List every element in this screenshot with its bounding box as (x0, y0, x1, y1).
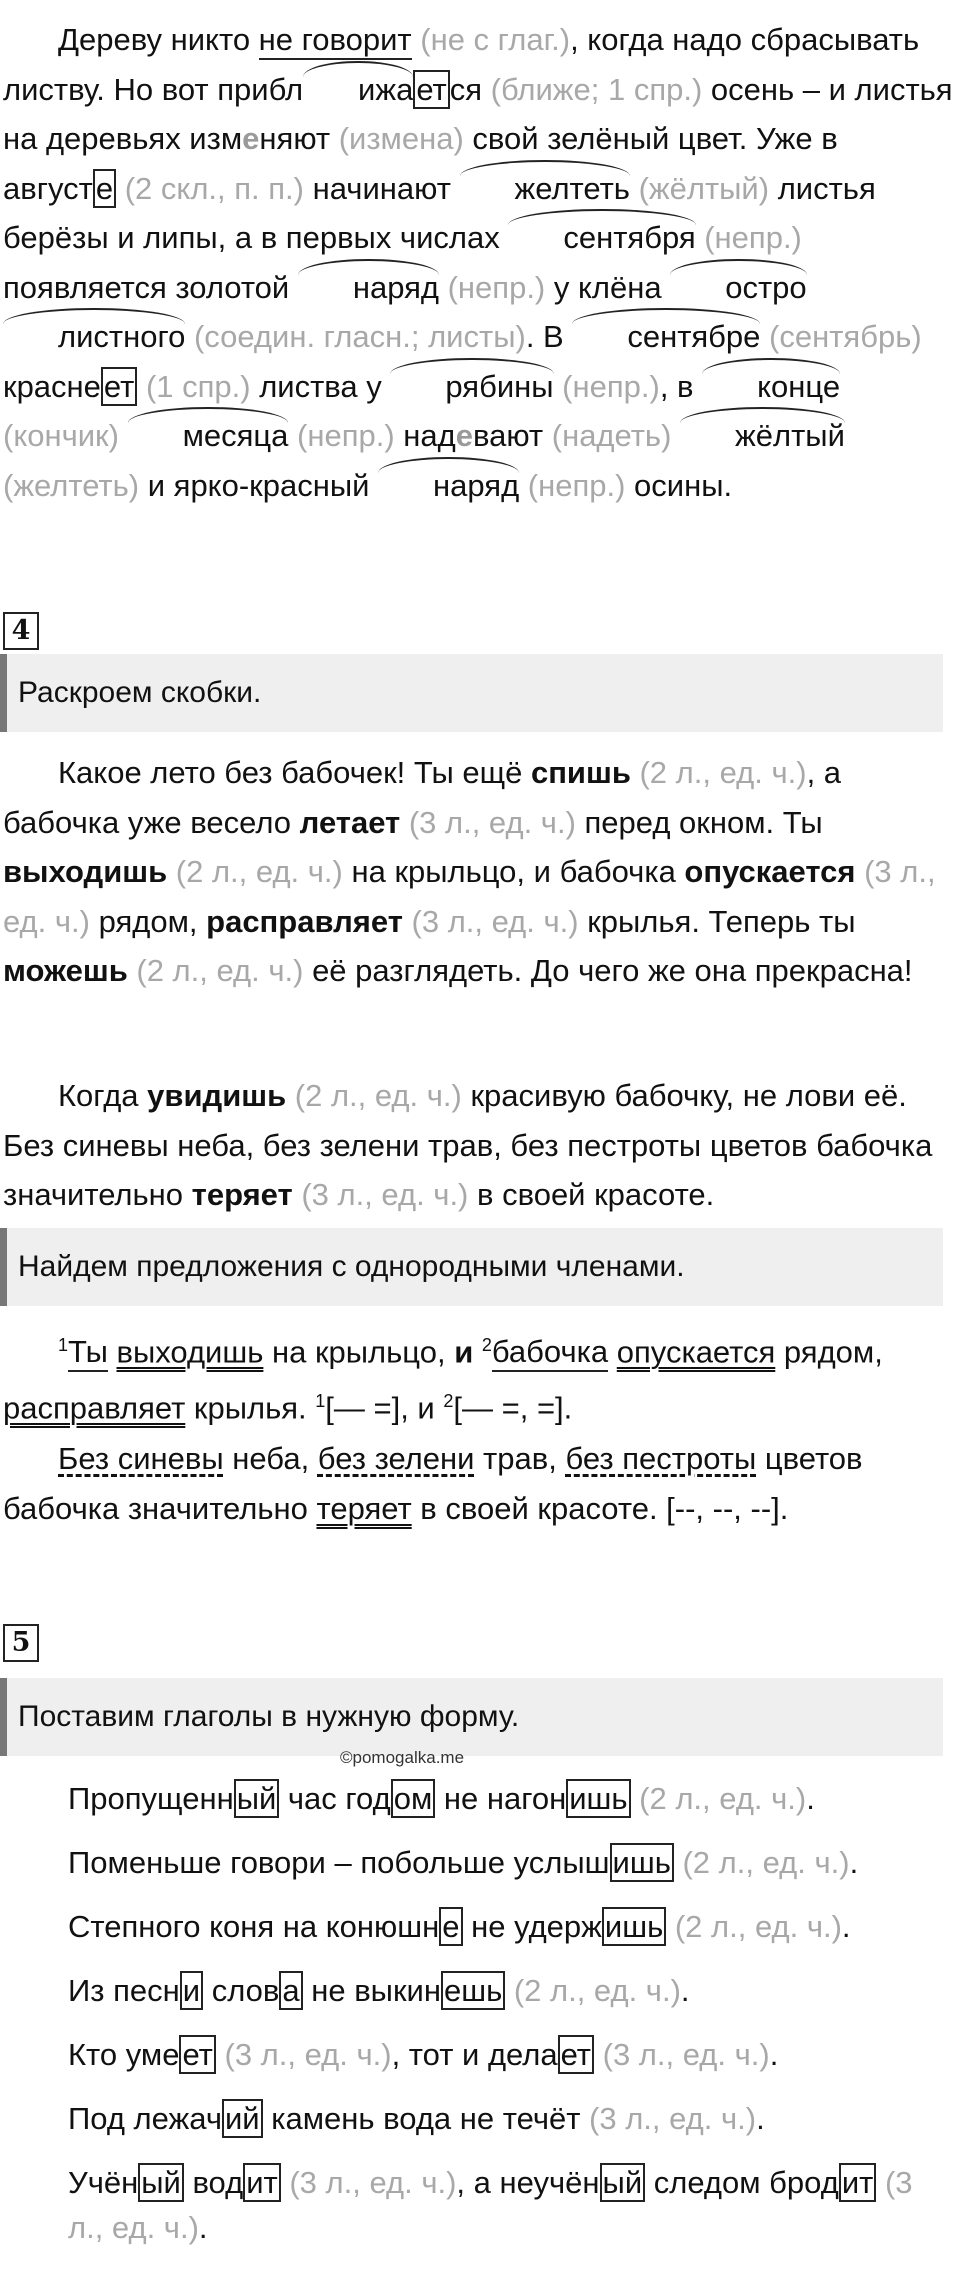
ending-box: ит (839, 2163, 877, 2202)
ending-box: ешь (441, 1971, 505, 2010)
gray-note: (ближе; 1 спр.) (490, 71, 703, 107)
text-run (108, 1334, 117, 1369)
text-run: рядом, (89, 903, 207, 939)
gray-note: (соедин. гласн.; листы) (185, 319, 526, 354)
highlight-letter: е (242, 121, 260, 156)
gray-note: (не с глаг.) (411, 22, 571, 57)
text-run: появляется золотой (3, 269, 298, 305)
ending-box: ит (243, 2163, 281, 2202)
root-arc: наряд (298, 263, 439, 313)
predicate-underline: опускается (616, 1334, 776, 1370)
proverb-item (68, 1776, 953, 1821)
gray-note: (3 л., ед. ч.) (400, 804, 576, 840)
sentence-index: 2 (443, 1390, 454, 1411)
text-run: Какое лето без бабочек! Ты ещё (58, 755, 531, 790)
ending-box: ый (138, 2163, 184, 2202)
gray-note: (2 л., ед. ч.) (673, 1845, 850, 1880)
sentence-index: 1 (58, 1335, 69, 1355)
bold-verb: увидишь (147, 1078, 287, 1113)
bold-verb: теряет (191, 1177, 293, 1212)
proverb-item (68, 2160, 953, 2250)
root-arc: наряд (378, 461, 519, 511)
butterfly-paragraph-1 (3, 748, 953, 996)
text-run: , а неучён (456, 2165, 600, 2200)
text-run: камень вода не течёт (262, 2101, 581, 2136)
bold-verb: выходишь (3, 854, 168, 889)
text-run (671, 418, 680, 453)
proverb-item (68, 1840, 953, 1885)
text-run: Дереву никто (58, 22, 259, 57)
text-run: ся (449, 71, 491, 107)
ending-box: ет (179, 2035, 215, 2074)
subject-underline: Ты (68, 1334, 108, 1372)
text-run: в своей красоте. [--, --, --]. (411, 1490, 789, 1526)
subject-underline: бабочка (492, 1334, 608, 1372)
gray-note: (2 скл., п. п.) (116, 170, 304, 206)
bold-verb: расправляет (206, 903, 403, 939)
modifier-underline: без пестроты (565, 1441, 757, 1476)
ending-box: и (180, 1971, 203, 2010)
sentence-index: 1 (315, 1390, 326, 1411)
ending-box: а (279, 1971, 302, 2010)
gray-note: (сентябрь) (760, 319, 922, 354)
bold-verb: летает (299, 804, 401, 840)
text-run: [— =], и (325, 1390, 444, 1426)
text-run: , когда надо сбрасывать листву. Но вот прибл (3, 22, 920, 107)
text-run (608, 1334, 617, 1369)
text-run: перед окном. Ты (575, 804, 823, 840)
gray-note: (3 л., ед. ч.) (402, 903, 579, 939)
predicate-underline: теряет (316, 1490, 412, 1526)
ending-box: ет (558, 2035, 594, 2074)
proverb-item (68, 1968, 953, 2013)
gray-note: (непр.) (553, 368, 660, 404)
text-run: Поменьше говори – побольше услыш (68, 1845, 610, 1880)
ending-box: ый (600, 2163, 646, 2202)
text-run (119, 418, 128, 453)
text-run: в своей красоте. (468, 1177, 715, 1212)
ending-box: ый (234, 1779, 280, 1818)
ending-box: ишь (602, 1907, 666, 1946)
root-arc: остро (670, 263, 806, 313)
text-run: не удерж (462, 1909, 602, 1944)
text-run: Учён (68, 2165, 139, 2200)
predicate-underline: выходишь (116, 1334, 264, 1370)
gray-note: (2 л., ед. ч.) (167, 854, 343, 889)
homogeneous-sentence-2 (3, 1434, 953, 1533)
text-run: . (680, 1973, 690, 2008)
text-run: на крыльцо, (263, 1334, 455, 1370)
text-run: . (756, 2101, 765, 2136)
text-run: . (198, 2210, 208, 2245)
ending-box: е (93, 169, 116, 208)
instruction-banner: Раскроем скобки. (0, 654, 943, 732)
gray-note: (3 л., ед. ч.) (594, 2037, 770, 2072)
autumn-paragraph (3, 15, 953, 510)
ending-box: ишь (566, 1779, 630, 1818)
instruction-banner: Поставим глаголы в нужную форму. (0, 1678, 943, 1756)
proverb-item (68, 2032, 953, 2077)
text-run: [— =, =]. (453, 1390, 573, 1426)
text-run: листья берёзы и липы, а в первых числах (3, 170, 876, 255)
gray-note: (1 спр.) (137, 368, 251, 404)
predicate-underline: расправляет (3, 1390, 186, 1426)
gray-note: (желтеть) (3, 467, 140, 503)
text-run: , в (659, 368, 703, 404)
butterfly-paragraph-2 (3, 1071, 953, 1220)
text-run: осины. (625, 467, 733, 503)
text-run: её разглядеть. До чего же она прекрасна! (303, 953, 913, 988)
gray-note: (3 л., ед. ч.) (3, 854, 936, 939)
highlight-letter: е (455, 418, 473, 453)
ending-box: ий (222, 2099, 263, 2138)
ending-box: ет (101, 367, 137, 406)
text-run: на крыльцо, и бабочка (342, 854, 685, 889)
sentence-index: 2 (481, 1335, 492, 1355)
gray-note: (непр.) (519, 467, 626, 503)
watermark: ©pomogalka.me (340, 1748, 465, 1767)
gray-note: (2 л., ед. ч.) (127, 953, 304, 988)
text-run: Когда (58, 1078, 148, 1113)
text-run: Из песн (68, 1973, 180, 2008)
text-run (473, 1334, 482, 1369)
gray-note: (3 л., ед. ч.) (280, 2165, 457, 2200)
text-run: . (769, 2037, 779, 2072)
gray-note: (2 л., ед. ч.) (630, 1781, 807, 1816)
gray-note: (непр.) (288, 418, 395, 453)
gray-note: (непр.) (695, 220, 802, 255)
gray-note: (непр.) (439, 269, 546, 305)
root-arc: желтеть (460, 164, 630, 214)
text-run: цветов бабочка значительно (3, 1441, 863, 1526)
modifier-underline: без зелени (317, 1441, 475, 1476)
text-run: неба, (223, 1441, 318, 1476)
ending-box: е (439, 1907, 462, 1946)
text-run: трав, (474, 1441, 566, 1476)
text-run: и ярко-красный (139, 467, 379, 503)
ending-box: ет (413, 70, 449, 109)
task-number-4: 4 (3, 612, 39, 650)
text-run: следом брод (645, 2165, 839, 2200)
text-run: красивую бабочку, не лови её. Без синевы неба, без зелени трав, без пестроты цветов бабочка значительно (3, 1078, 933, 1212)
text-run: над (394, 418, 456, 453)
instruction-banner: Найдем предложения с однородными членами. (0, 1228, 943, 1306)
gray-note: (надеть) (551, 418, 672, 453)
text-run: вают (473, 418, 552, 453)
text-run: осень – и листья на деревьях изм (3, 71, 953, 156)
text-run: не выкин (302, 1973, 441, 2008)
root-arc: рябины (390, 362, 553, 412)
root-arc: сентября (508, 213, 695, 263)
text-run: Кто уме (68, 2037, 180, 2072)
text-run: , тот и дела (391, 2037, 558, 2072)
text-run: крылья. (185, 1390, 316, 1426)
text-run: . (806, 1781, 815, 1816)
proverb-item (68, 1904, 953, 1949)
subject-underline: не говорит (259, 22, 412, 60)
root-arc: жёлтый (680, 411, 845, 461)
bold-verb: и (454, 1334, 474, 1370)
gray-note: (2 л., ед. ч.) (666, 1909, 842, 1944)
gray-note: (измена) (338, 121, 464, 156)
gray-note: (кончик) (3, 418, 119, 453)
gray-note: (2 л., ед. ч.) (630, 755, 807, 790)
text-run: не нагон (435, 1781, 567, 1816)
root-arc: сентябре (572, 312, 760, 362)
text-run: у клёна (545, 269, 671, 305)
text-run: Пропущенн (68, 1781, 234, 1816)
root-arc: листного (3, 312, 185, 362)
gray-note: (3 л., ед. ч.) (580, 2101, 757, 2136)
text-run: Под лежач (68, 2101, 222, 2136)
gray-note: (2 л., ед. ч.) (286, 1078, 462, 1113)
text-run: няют (259, 121, 339, 156)
modifier-underline: Без синевы (58, 1441, 224, 1476)
root-arc: ижа (303, 65, 413, 115)
text-run: вод (183, 2165, 244, 2200)
text-run: начинают (304, 170, 460, 206)
gray-note: (3 л., ед. ч.) (68, 2165, 913, 2245)
gray-note: (жёлтый) (629, 170, 770, 206)
ending-box: ом (391, 1779, 436, 1818)
gray-note: (3 л., ед. ч.) (292, 1177, 469, 1212)
gray-note: (3 л., ед. ч.) (215, 2037, 392, 2072)
root-arc: месяца (128, 411, 289, 461)
bold-verb: опускается (684, 854, 856, 889)
text-run: слов (203, 1973, 280, 2008)
proverb-item (68, 2096, 953, 2141)
text-run: , а бабочка уже весело (3, 755, 842, 840)
text-run: свой зелёный цвет. Уже в август (3, 121, 838, 206)
text-run: . В (525, 319, 573, 354)
text-run: листва у (250, 368, 391, 404)
text-run: час год (279, 1781, 391, 1816)
text-run: Степного коня на конюшн (68, 1909, 440, 1944)
homogeneous-sentence-1 (3, 1321, 953, 1433)
text-run: рядом, (775, 1334, 883, 1370)
gray-note: (2 л., ед. ч.) (505, 1973, 681, 2008)
task-number-5: 5 (3, 1624, 39, 1662)
text-run: . (849, 1845, 859, 1880)
text-run: . (841, 1909, 851, 1944)
ending-box: ишь (610, 1843, 674, 1882)
text-run: красне (3, 368, 101, 404)
root-arc: конце (702, 362, 840, 412)
bold-verb: можешь (3, 953, 128, 988)
bold-verb: спишь (530, 755, 631, 790)
text-run: крылья. Теперь ты (578, 903, 856, 939)
